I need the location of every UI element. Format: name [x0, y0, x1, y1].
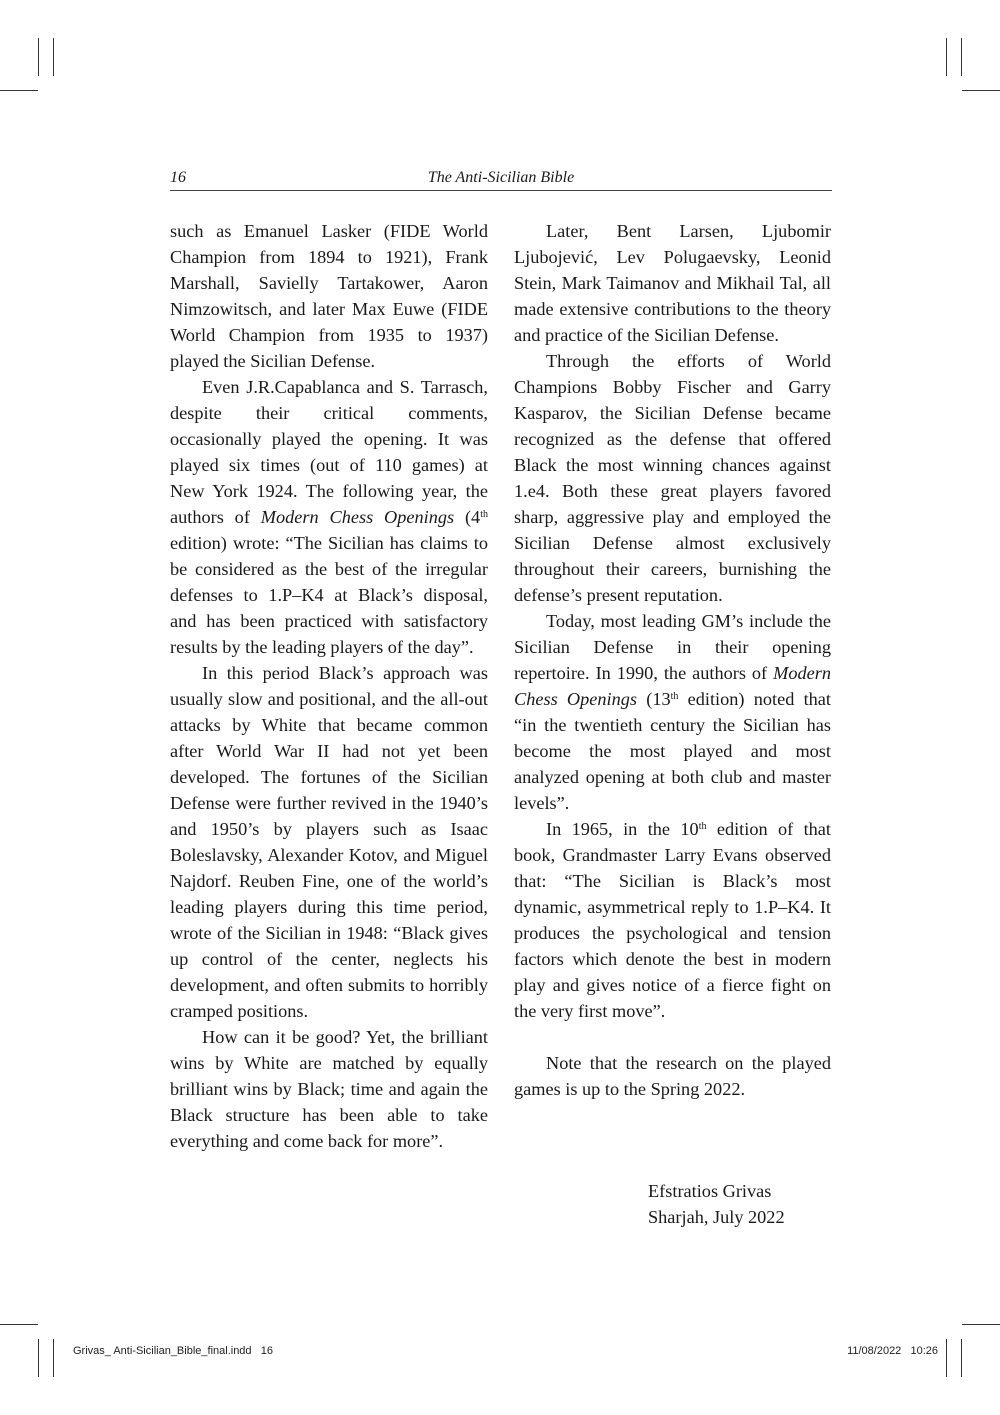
paragraph: Note that the research on the played games is up to the Spring 2022.: [514, 1053, 831, 1099]
crop-mark: [53, 38, 54, 76]
running-title: The Anti-Sicilian Bible: [427, 169, 575, 186]
left-column: [170, 218, 488, 1154]
text-run: (4: [454, 507, 481, 527]
paragraph: Later, Bent Larsen, Ljubomir Ljubojević, Lev Polugaevsky, Leonid Stein, Mark Taimanov and Mikhail Tal, all made extensive contributions to the theory and practice of the Sicilian Defense.: [514, 221, 831, 345]
crop-mark: [38, 38, 39, 76]
slug-timestamp: 11/08/2022 10:26: [847, 1345, 938, 1357]
text-run: (13: [637, 689, 671, 709]
text-run: edition) wrote: “The Sicilian has claims to be considered as the best of the irregular defenses to 1.P–K4 at Black’s disposal, and has been practiced with satisfactory results by the leading players of the day”.: [170, 533, 488, 657]
crop-mark: [961, 38, 962, 76]
crop-mark: [946, 1339, 947, 1377]
text-run: In 1965, in the 10: [546, 819, 699, 839]
text-run: Even J.R.Capablanca and S. Tarrasch, despite their critical comments, occasionally played the opening. It was played six times (out of 110 games) at New York 1924. The following year, the authors of: [170, 377, 488, 527]
author-name: Efstratios Grivas: [648, 1181, 772, 1201]
paragraph: How can it be good? Yet, the brilliant wins by White are matched by equally brilliant wins by Black; time and again the Black structure has been able to take everything and come back for more”.: [170, 1027, 488, 1151]
place-date: Sharjah, July 2022: [648, 1207, 785, 1227]
paragraph: In this period Black’s approach was usually slow and positional, and the all-out attacks by White that became common after World War II had not yet been developed. The fortunes of the Sicilian Defense were further revived in the 1940’s and 1950’s by players such as Isaac Boleslavsky, Alexander Kotov, and Miguel Najdorf. Reuben Fine, one of the world’s leading players during this time period, wrote of the Sicilian in 1948: “Black gives up control of the center, neglects his development, and often submits to horribly cramped positions.: [170, 663, 488, 1021]
crop-mark: [961, 1339, 962, 1377]
crop-mark: [946, 38, 947, 76]
crop-mark: [38, 1339, 39, 1377]
running-header: [170, 168, 832, 191]
book-title: Modern Chess Openings: [260, 507, 455, 527]
paragraph: such as Emanuel Lasker (FIDE World Champion from 1894 to 1921), Frank Marshall, Savielly Tartakower, Aaron Nimzowitsch, and later Max Euwe (FIDE World Champion from 1935 to 1937) played the Sicilian Defense.: [170, 221, 488, 371]
book-title: Modern Chess Openings: [514, 663, 831, 709]
signature-block: [648, 1178, 785, 1230]
slug-file-info: Grivas_ Anti-Sicilian_Bible_final.indd 16: [73, 1345, 273, 1357]
text-run: Today, most leading GM’s include the Sicilian Defense in their opening repertoire. In 1990, the authors of: [514, 611, 831, 683]
right-column: [514, 218, 831, 1102]
crop-mark: [53, 1339, 54, 1377]
text-run: edition) noted that “in the twentieth century the Sicilian has become the most played and most analyzed opening at both club and master levels”.: [514, 689, 831, 813]
paragraph: [514, 816, 831, 1024]
text-run: edition of that book, Grandmaster Larry Evans observed that: “The Sicilian is Black’s most dynamic, asymmetrical reply to 1.P–K4. It produces the psychological and tension factors which denote the best in modern play and gives notice of a fierce fight on the very first move”.: [514, 819, 831, 1021]
page-number: 16: [170, 169, 186, 186]
crop-mark: [962, 1324, 1000, 1325]
crop-mark: [0, 1324, 38, 1325]
paragraph: Through the efforts of World Champions Bobby Fischer and Garry Kasparov, the Sicilian Defense became recognized as the defense that offered Black the most winning chances against 1.e4. Both these great players favored sharp, aggressive play and employed the Sicilian Defense almost exclusively throughout their careers, burnishing the defense’s present reputation.: [514, 351, 831, 605]
superscript: th: [480, 509, 488, 520]
crop-mark: [962, 90, 1000, 91]
paragraph: [514, 608, 831, 816]
crop-mark: [0, 90, 38, 91]
paragraph: [170, 374, 488, 660]
superscript: th: [698, 821, 707, 832]
superscript: th: [670, 691, 679, 702]
